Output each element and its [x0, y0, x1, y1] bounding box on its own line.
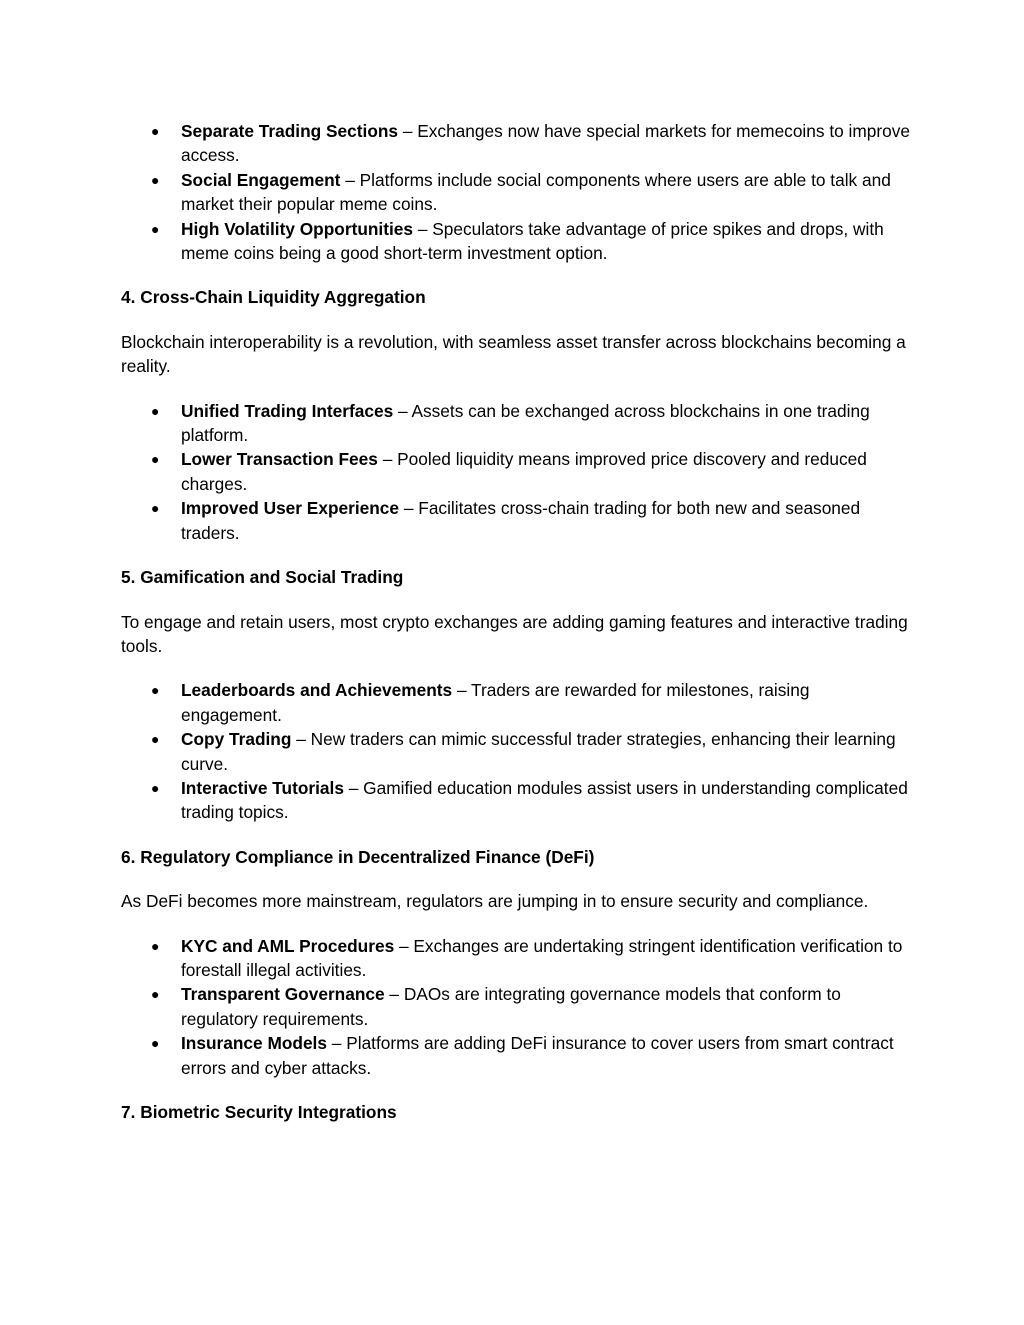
list-item — [121, 678, 911, 727]
bullet-list-gamification — [121, 678, 911, 824]
bullet-icon: ● — [151, 682, 160, 699]
section-heading: 4. Cross-Chain Liquidity Aggregation — [121, 287, 426, 308]
bullet-text: – DAOs are integrating governance models that conform to regulatory requirements. — [181, 984, 841, 1029]
bullet-term: Transparent Governance — [181, 984, 385, 1005]
bullet-icon: ● — [151, 220, 160, 237]
section-heading: 5. Gamification and Social Trading — [121, 567, 404, 588]
list-item — [121, 727, 911, 776]
bullet-icon: ● — [151, 937, 160, 954]
bullet-icon: ● — [151, 779, 160, 796]
bullet-text: – Traders are rewarded for milestones, raising engagement. — [181, 680, 810, 725]
bullet-list-memecoins — [121, 119, 911, 265]
bullet-text: – Exchanges are undertaking stringent identification verification to forestall illegal activities. — [181, 935, 903, 980]
bullet-icon: ● — [151, 171, 160, 188]
bullet-text: – Platforms are adding DeFi insurance to cover users from smart contract errors and cyber attacks. — [181, 1033, 894, 1078]
bullet-text: – Gamified education modules assist users in understanding complicated trading topics. — [181, 777, 908, 823]
bullet-text: – New traders can mimic successful trader strategies, enhancing their learning curve. — [181, 729, 896, 774]
bullet-text: – Facilitates cross-chain trading for both new and seasoned traders. — [181, 498, 861, 543]
bullet-text: – Pooled liquidity means improved price discovery and reduced charges. — [181, 449, 867, 494]
bullet-icon: ● — [151, 731, 160, 748]
list-item — [121, 217, 911, 266]
bullet-icon: ● — [151, 1035, 160, 1052]
section-heading: 7. Biometric Security Integrations — [121, 1102, 397, 1122]
bullet-term: Lower Transaction Fees — [181, 449, 378, 470]
list-item — [121, 934, 911, 983]
list-item — [121, 119, 911, 168]
bullet-term: Separate Trading Sections — [181, 121, 399, 141]
bullet-text: – Speculators take advantage of price spikes and drops, with meme coins being a good short-term investment option. — [181, 218, 884, 264]
list-item — [121, 447, 911, 496]
list-item — [121, 168, 911, 217]
bullet-term: Leaderboards and Achievements — [181, 680, 453, 701]
list-item — [121, 776, 911, 825]
bullet-term: High Volatility Opportunities — [181, 218, 414, 239]
document-page — [121, 119, 911, 1144]
bullet-term: Copy Trading — [181, 729, 292, 750]
section-heading: 6. Regulatory Compliance in Decentralized Finance (DeFi) — [121, 846, 595, 867]
bullet-icon: ● — [151, 123, 160, 139]
bullet-term: Social Engagement — [181, 169, 341, 190]
bullet-list-cross-chain — [121, 399, 911, 545]
bullet-icon: ● — [151, 500, 160, 517]
bullet-text: – Platforms include social components where users are able to talk and market their popular meme coins. — [181, 169, 891, 215]
bullet-icon: ● — [151, 402, 160, 419]
bullet-term: Unified Trading Interfaces — [181, 400, 394, 421]
bullet-term: Insurance Models — [181, 1033, 327, 1054]
bullet-list-regulatory — [121, 934, 911, 1080]
section-intro: Blockchain interoperability is a revolution, with seamless asset transfer across blockchains becoming a reality. — [121, 331, 906, 377]
list-item — [121, 1031, 911, 1080]
bullet-term: Improved User Experience — [181, 498, 400, 519]
section-intro: To engage and retain users, most crypto exchanges are adding gaming features and interactive trading tools. — [121, 611, 908, 656]
list-item — [121, 982, 911, 1031]
bullet-text: – Exchanges now have special markets for memecoins to improve access. — [181, 121, 910, 166]
bullet-icon: ● — [151, 451, 160, 468]
bullet-term: KYC and AML Procedures — [181, 935, 395, 956]
list-item — [121, 399, 911, 448]
bullet-term: Interactive Tutorials — [181, 777, 344, 798]
section-intro: As DeFi becomes more mainstream, regulators are jumping in to ensure security and compliance. — [121, 891, 869, 912]
bullet-text: – Assets can be exchanged across blockchains in one trading platform. — [181, 400, 870, 446]
bullet-icon: ● — [151, 986, 160, 1003]
list-item — [121, 496, 911, 545]
